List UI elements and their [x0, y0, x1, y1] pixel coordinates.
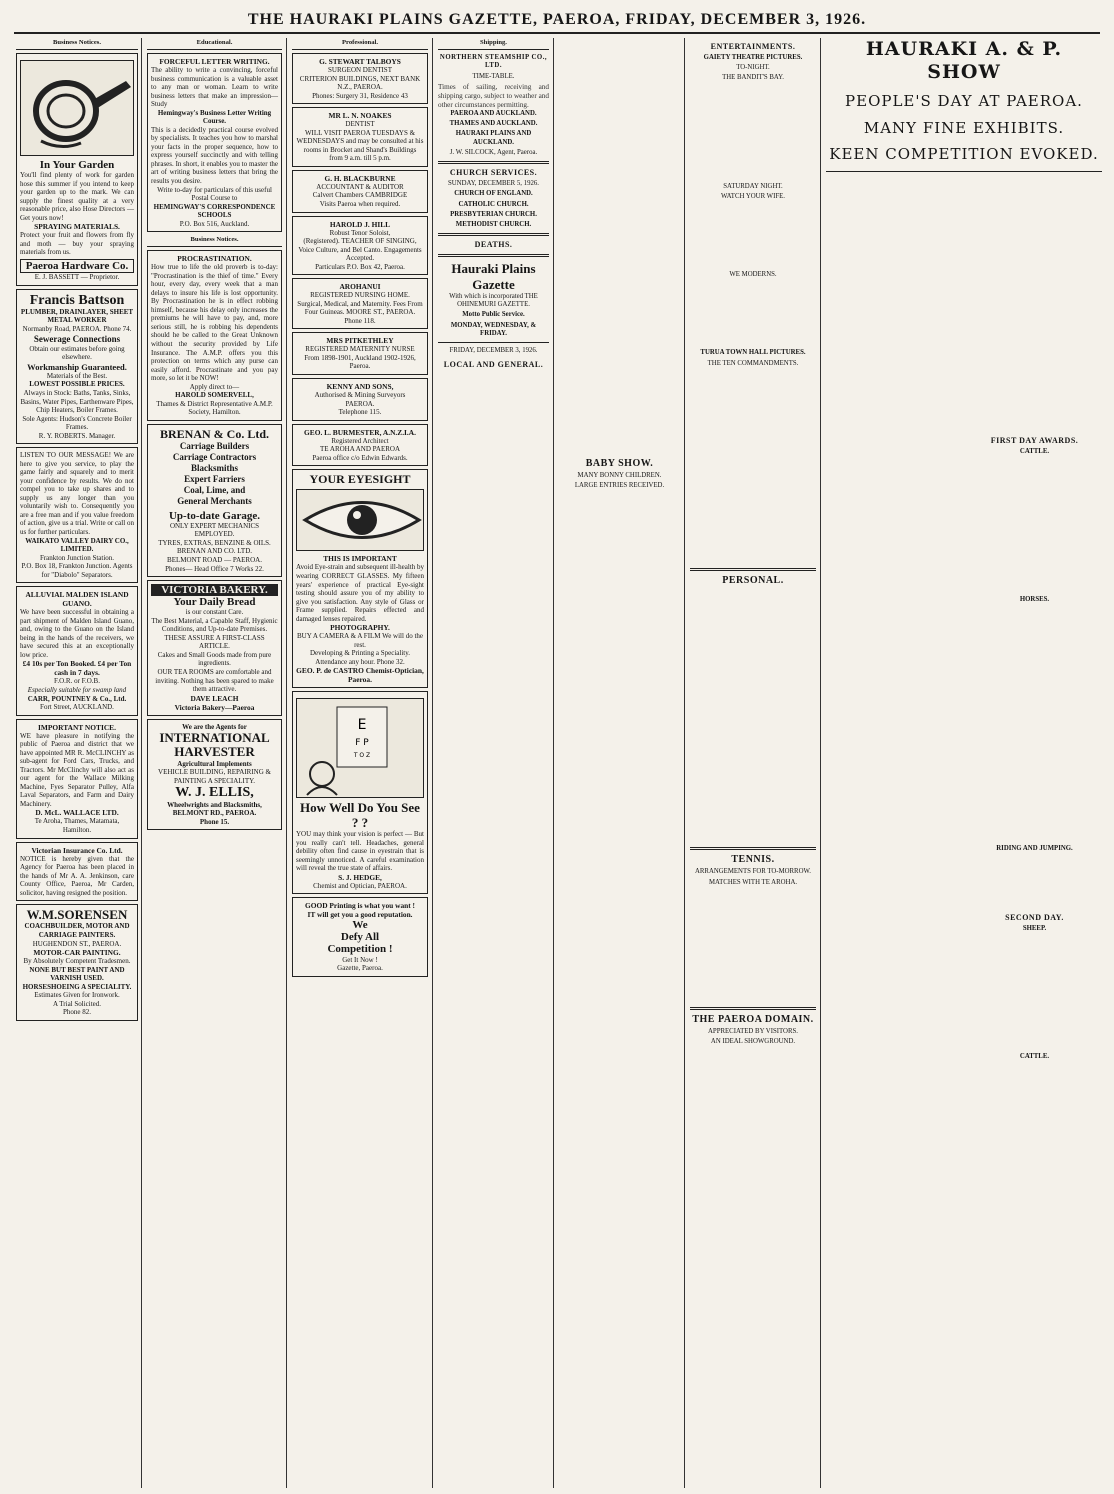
svg-text:E: E: [357, 717, 367, 734]
ad-subtitle: Hemingway's Business Letter Writing Course.: [157, 108, 272, 126]
card-name: MR L. N. NOAKES: [328, 111, 392, 121]
ad-subtitle: Up-to-date Garage.: [168, 509, 261, 522]
ad-body: P.O. Box 18, Frankton Junction. Agents for "Diabolo" Separators.: [21, 562, 133, 579]
ad-forceful-letter: [147, 53, 282, 232]
ad-address: Te Aroha, Thames, Matamata, Hamilton.: [34, 817, 120, 834]
ad-body: TYRES, EXTRAS, BENZINE & OILS.: [158, 538, 271, 547]
church-name: CHURCH OF ENGLAND.: [454, 190, 533, 198]
ad-title: FORCEFUL LETTER WRITING.: [159, 57, 270, 67]
ad-body: Chemist and Optician, PAEROA.: [313, 881, 407, 890]
column-rule: [141, 38, 142, 1488]
section-subheading: GAIETY THEATRE PICTURES.: [703, 53, 803, 61]
ad-body: R. Y. ROBERTS. Manager.: [38, 431, 116, 440]
column-rule: [432, 38, 433, 1488]
column-header: Business Notices.: [147, 235, 282, 247]
divider: [438, 161, 549, 164]
card-talboys: [292, 53, 428, 104]
column-header: Shipping.: [438, 38, 549, 50]
ad-title: W.M.SORENSEN: [26, 907, 128, 923]
ad-trade: PLUMBER, DRAINLAYER, SHEET METAL WORKER: [20, 307, 134, 325]
ad-international-harvester: [147, 719, 282, 831]
ad-address: BELMONT ROAD — PAEROA.: [167, 556, 262, 564]
ad-title: ALLUVIAL MALDEN ISLAND GUANO.: [25, 590, 129, 609]
report-column-right: [967, 176, 1102, 1063]
column-entertainments: [688, 38, 818, 1488]
ad-body: A Trial Solicited.: [52, 999, 102, 1008]
ad-body: is our constant Care.: [185, 608, 244, 617]
card-title: Registered Architect: [331, 436, 389, 445]
ad-address: HUGHENDON ST., PAEROA.: [32, 939, 122, 948]
section-heading: SECOND DAY.: [1005, 912, 1064, 922]
ad-body: The ability to write a convincing, forceful business communication is a valuable asset to any man or woman. Learn to write business letters that make an impression—Study: [151, 66, 278, 109]
ad-battson: [16, 289, 138, 445]
ad-subtitle: PHOTOGRAPHY.: [330, 623, 390, 633]
ad-firm: GEO. P. de CASTRO Chemist-Optician, Paeroa.: [296, 666, 424, 685]
ad-victoria-bakery: [147, 580, 282, 716]
card-title: DENTIST: [345, 120, 375, 129]
hose-illustration: [20, 60, 134, 156]
timetable-route: HAURAKI PLAINS AND AUCKLAND.: [455, 130, 532, 146]
ad-firm: Paeroa Hardware Co.: [20, 259, 134, 273]
ad-title: We: [352, 919, 368, 932]
ad-body: Get It Now !: [342, 955, 378, 964]
card-name: HAROLD J. HILL: [329, 219, 391, 229]
eye-icon: [297, 490, 427, 550]
card-name: GEO. L. BURMESTER, A.N.Z.I.A.: [304, 427, 416, 437]
ad-body: How true to life the old proverb is to-day: "Procrastination is the thief of time." Every hour, every day, every week that a man delays to insure his life is lost opportunity. By Procrastination he is in effect robbing himself, because his delay only increases the premiums he will have to pay, and, more serious still, he is robbing his dependents should he be called to the Great Unknown without the security provided by Life Insurance. The A.M.P. offers you this protection on terms which any purse can easily afford. Procrastinate and you pay more, so let it be NOW!: [151, 263, 278, 383]
card-title: Robust Tenor Soloist,: [329, 228, 391, 237]
ad-title: IMPORTANT NOTICE.: [38, 722, 116, 732]
ad-body: You'll find plenty of work for garden hose this summer if you intend to keep your garden up to the mark. We can supply the finest quality at a very reasonable price, also Hose Directors — Get yours now!: [20, 171, 134, 222]
card-name: G. STEWART TALBOYS: [319, 57, 401, 67]
ad-trade: COACHBUILDER, MOTOR AND CARRIAGE PAINTERS.: [24, 922, 130, 940]
section-subheading: MATCHES WITH TE AROHA.: [708, 878, 798, 886]
card-hill: [292, 216, 428, 276]
ad-subtitle: Sewerage Connections: [33, 333, 121, 344]
card-extra: Visits Paeroa when required.: [319, 199, 401, 208]
ad-title: BRENAN & Co. Ltd.: [159, 426, 269, 441]
gazette-nameplate: Hauraki Plains Gazette: [451, 261, 536, 293]
eye-chart-illustration: [296, 698, 424, 798]
card-extra: Paeroa office c/o Edwin Edwards.: [312, 453, 408, 462]
ad-brenan: [147, 424, 282, 577]
section-subheading: MANY BONNY CHILDREN.: [577, 472, 662, 480]
ad-title: Competition !: [327, 943, 393, 956]
ad-body: Sole Agents: Hudson's Concrete Boiler Frames.: [22, 414, 132, 432]
ad-body: Developing & Printing a Speciality.: [309, 649, 411, 658]
section-subheading: LARGE ENTRIES RECEIVED.: [574, 482, 665, 490]
card-body: TE AROHA AND PAEROA: [319, 445, 401, 454]
svg-text:T O Z: T O Z: [353, 752, 371, 760]
section-subheading: WE MODERNS.: [729, 271, 777, 279]
section-subheading: CATTLE.: [1019, 447, 1050, 455]
ad-firm: BRENAN AND CO. LTD.: [177, 547, 252, 556]
ad-waikato-dairy: [16, 447, 138, 583]
gazette-date: FRIDAY, DECEMBER 3, 1926.: [449, 347, 538, 355]
card-body: Calvert Chambers CAMBRIDGE: [312, 191, 408, 200]
divider: [690, 847, 816, 850]
card-title: SURGEON DENTIST: [328, 66, 392, 75]
ad-address: Fort Street, AUCKLAND.: [40, 703, 114, 712]
ad-address: Normanby Road, PAEROA. Phone 74.: [22, 325, 132, 334]
ad-sorensen: [16, 904, 138, 1021]
section-heading: ENTERTAINMENTS.: [710, 42, 796, 51]
ad-body: NOTICE is hereby given that the Agency for Paeroa has been placed in the hands of Mr A. A. Jenkinson, care County Office, Paeroa, Mr Carden, solicitor, having resigned the position.: [20, 854, 134, 897]
gazette-days: MONDAY, WEDNESDAY, & FRIDAY.: [450, 321, 537, 338]
ad-body: Especially suitable for swamp land: [27, 686, 127, 694]
card-body: WILL VISIT PAEROA TUESDAYS & WEDNESDAYS and may be consulted at his rooms in Brocket and Shand's Buildings from 9 a.m. till 5 p.m.: [296, 128, 424, 163]
section-subheading: APPRECIATED BY VISITORS.: [708, 1028, 798, 1036]
ad-title: VICTORIA BAKERY.: [151, 584, 278, 596]
ad-firm: CARR, POUNTNEY & Co., Ltd.: [27, 694, 127, 703]
garden-hose-icon: [21, 61, 138, 155]
section-heading: BABY SHOW.: [585, 458, 654, 469]
card-body: PAEROA.: [345, 399, 375, 408]
section-heading: CHURCH SERVICES.: [449, 168, 538, 178]
ad-body: Phones— Head Office 7 Works 22.: [165, 564, 264, 573]
ad-subtitle: SPRAYING MATERIALS.: [34, 222, 120, 232]
ad-body: This is a decidedly practical course evolved by specialists. It teaches you how to marshal your facts in the proper sequence, how to express yourself succinctly and with telling phrases. In short, it enables you to master the art of writing business letters that bring the results you desire.: [151, 125, 278, 185]
column-rule: [820, 38, 821, 1488]
ad-body: HORSESHOEING A SPECIALITY.: [22, 982, 132, 991]
card-name: KENNY AND SONS,: [326, 381, 394, 391]
card-title: Authorised & Mining Surveyors: [314, 391, 406, 399]
ad-title: How Well Do You See ? ?: [300, 800, 420, 830]
ad-line: Coal, Lime, and: [183, 484, 246, 495]
ad-line: Expert Farriers: [184, 473, 245, 484]
column-rule: [684, 38, 685, 1488]
timetable-agent: J. W. SILCOCK, Agent, Paeroa.: [449, 149, 538, 156]
masthead-title: THE HAURAKI PLAINS GAZETTE, PAEROA, FRIDAY, DECEMBER 3, 1926.: [247, 11, 867, 28]
ad-body: Agricultural Implements: [177, 759, 252, 768]
ad-body: Wheelwrights and Blacksmiths,: [167, 800, 262, 809]
ad-firm: HEMINGWAY'S CORRESPONDENCE SCHOOLS: [153, 202, 276, 220]
column-show-report: [824, 38, 1104, 1488]
card-title: REGISTERED MATERNITY NURSE: [305, 345, 415, 354]
divider: [690, 568, 816, 571]
ad-body: Frankton Junction Station.: [39, 553, 115, 562]
section-subheading: SATURDAY NIGHT.: [723, 182, 783, 190]
headline: HAURAKI A. & P. SHOW: [865, 38, 1063, 84]
ad-body: ONLY EXPERT MECHANICS EMPLOYED.: [169, 521, 260, 539]
divider: [438, 342, 549, 343]
ad-procrastination: [147, 250, 282, 421]
ad-body: By Absolutely Competent Tradesmen.: [23, 957, 131, 966]
timetable-route: PAEROA AND AUCKLAND.: [450, 109, 537, 117]
ad-body: Cakes and Small Goods made from pure ingredients.: [157, 650, 272, 668]
ad-body: Phone 15.: [199, 817, 230, 826]
ad-line: General Merchants: [177, 495, 252, 506]
optician-figure-icon: [297, 699, 427, 797]
ad-title: In Your Garden: [39, 159, 115, 172]
ad-subtitle: Workmanship Guaranteed.: [27, 361, 127, 372]
ad-body: THESE ASSURE A FIRST-CLASS ARTICLE.: [164, 633, 265, 651]
ad-firm: WAIKATO VALLEY DAIRY CO., LIMITED.: [25, 536, 129, 554]
ad-body: BUY A CAMERA & A FILM We will do the rest.: [296, 632, 424, 649]
divider: [826, 171, 1102, 172]
masthead: [14, 8, 1100, 34]
section-subheading: HORSES.: [1019, 596, 1050, 604]
ad-guano: [16, 586, 138, 715]
ad-firm: W. J. ELLIS,: [175, 785, 254, 801]
ad-firm: HAROLD SOMERVELL,: [175, 391, 254, 400]
section-heading: PERSONAL.: [722, 575, 784, 586]
ad-body: Attendance any hour. Phone 32.: [315, 657, 405, 666]
card-name: G. H. BLACKBURNE: [324, 173, 396, 183]
eye-illustration: [296, 489, 424, 551]
section-heading: TENNIS.: [731, 854, 775, 866]
section-subheading: TURUA TOWN HALL PICTURES.: [700, 349, 806, 357]
ad-body: Estimates Given for Ironwork.: [34, 991, 120, 1000]
section-subheading: SUNDAY, DECEMBER 5, 1926.: [447, 180, 540, 188]
church-name: PRESBYTERIAN CHURCH.: [450, 210, 537, 218]
section-subheading: CATTLE.: [1019, 1052, 1050, 1060]
ad-garden-hose: [16, 53, 138, 286]
column-news: [557, 38, 682, 1488]
card-extra: Phone 118.: [344, 316, 376, 325]
card-extra: Phones: Surgery 31, Residence 43: [312, 91, 408, 100]
section-subheading: THE TEN COMMANDMENTS.: [707, 359, 799, 367]
ad-proprietor: E. J. BASSETT — Proprietor.: [34, 273, 120, 282]
ad-body: Obtain our estimates before going elsewhere.: [29, 344, 125, 362]
section-subheading: AN IDEAL SHOWGROUND.: [710, 1038, 796, 1046]
ad-body: Materials of the Best.: [46, 371, 108, 380]
ad-firm: S. J. HEDGE,: [338, 872, 382, 882]
section-subheading: TIME-TABLE.: [472, 72, 515, 80]
timetable-route: THAMES AND AUCKLAND.: [449, 120, 538, 128]
card-burmester: [292, 424, 428, 467]
card-kenny: [292, 378, 428, 421]
ad-body: WE have pleasure in notifying the public of Paeroa and district that we have appointed MR R. McCLINCHY as sub-agent for Ford Cars, Trucks, and Tractors. Mr McClinchy will also act as our agent for the Wallace Milking Machine, Fyes Separator Pulley, Alfa Laval Separators, and Farm and Dairy Machinery.: [20, 731, 134, 808]
ad-body: LISTEN TO OUR MESSAGE! We are here to give you service, to play the game fairly and squarely and to merit your confidence by results. We do not compel you to take up shares and to supply us any longer than you voluntarily wish to. Consequently you are a free man and if you value freedom of action, give us a trial. Write or call on us for further particulars.: [20, 451, 134, 536]
card-body: (Registered). TEACHER OF SINGING, Voice Culture, and Bel Canto. Engagements Accepted.: [298, 237, 422, 263]
ad-subtitle: MOTOR-CAR PAINTING.: [33, 948, 121, 958]
section-heading: FIRST DAY AWARDS.: [990, 436, 1079, 446]
ad-firm: D. McL. WALLACE LTD.: [35, 808, 119, 818]
card-noakes: [292, 107, 428, 167]
card-arohanui: [292, 278, 428, 329]
ad-victorian-insurance: [16, 842, 138, 902]
subheadline: PEOPLE'S DAY AT PAEROA.: [845, 92, 1083, 111]
card-body: CRITERION BUILDINGS, NEXT BANK N.Z., PAEROA.: [299, 74, 421, 92]
ad-title: Victorian Insurance Co. Ltd.: [31, 845, 123, 855]
report-column-left: [826, 176, 961, 1063]
column-rule: [553, 38, 554, 1488]
ad-eyesight: [292, 469, 428, 688]
column-header: Educational.: [147, 38, 282, 50]
section-heading: THE PAEROA DOMAIN.: [692, 1013, 814, 1025]
column-business-notices: [14, 38, 140, 1488]
ad-title: Francis Battson: [29, 292, 125, 308]
column-educational: [145, 38, 284, 1488]
column-shipping: [436, 38, 551, 1488]
column-professional: [290, 38, 430, 1488]
section-subheading: THE BANDIT'S BAY.: [722, 74, 784, 82]
ad-body: We have been successful in obtaining a part shipment of Malden Island Guano, and, owing to the Guano on the Island being in the hands of the receivers, we have secured this at an exceptionally low price.: [20, 608, 134, 659]
ad-line: Blacksmiths: [190, 462, 238, 473]
svg-text:F P: F P: [355, 738, 369, 749]
church-name: METHODIST CHURCH.: [455, 221, 532, 229]
ad-body: Always in Stock: Baths, Tanks, Sinks, Basins, Water Pipes, Earthenware Pipes, Chip Heaters, Boiler Frames.: [20, 389, 134, 415]
ad-printing: [292, 897, 428, 976]
card-blackburne: [292, 170, 428, 213]
card-body: Surgical, Medical, and Maternity. Fees From Four Guineas. MOORE ST., PAEROA.: [297, 299, 423, 317]
card-title: ACCOUNTANT & AUDITOR: [316, 182, 404, 191]
ad-body: Apply direct to—: [189, 382, 240, 391]
ad-body: VEHICLE BUILDING, REPAIRING & PAINTING A SPECIALITY.: [158, 768, 271, 785]
ad-body: LOWEST POSSIBLE PRICES.: [29, 380, 125, 389]
section-subheading: TO-NIGHT.: [736, 64, 770, 72]
ad-body: Protect your fruit and flowers from fly and moth — buy your spraying materials from us.: [20, 231, 134, 257]
section-subheading: RIDING AND JUMPING.: [996, 844, 1073, 852]
section-heading: DEATHS.: [474, 240, 513, 250]
church-name: CATHOLIC CHURCH.: [458, 200, 529, 208]
ad-body: OUR TEA ROOMS are comfortable and inviting. Nothing has been spared to make them attractive.: [155, 667, 274, 694]
ad-subtitle: Your Daily Bread: [173, 596, 256, 609]
section-subheading: WATCH YOUR WIFE.: [720, 192, 785, 200]
ad-important-notice: [16, 719, 138, 839]
ad-body: Gazette, Paeroa.: [337, 964, 383, 973]
section-subheading: ARRANGEMENTS FOR TO-MORROW.: [694, 868, 811, 876]
card-title: REGISTERED NURSING HOME.: [310, 291, 410, 300]
ad-firm: Victoria Bakery—Paeroa: [174, 702, 255, 712]
ad-firm: DAVE LEACH: [190, 693, 239, 703]
ad-body: Phone 82.: [63, 1008, 91, 1017]
column-rule: [286, 38, 287, 1488]
ad-body: GOOD Printing is what you want !: [304, 901, 416, 911]
ad-address: P.O. Box 516, Auckland.: [179, 219, 250, 228]
ad-body: IT will get you a good reputation.: [307, 910, 413, 920]
ad-body: F.O.R. or F.O.B.: [54, 677, 100, 686]
divider: [690, 1007, 816, 1010]
ad-body: The Best Material, a Capable Staff, Hygienic Conditions, and Up-to-date Premises.: [151, 616, 278, 634]
ad-body: NONE BUT BEST PAINT AND VARNISH USED.: [29, 965, 125, 983]
article-text: Times of sailing, receiving and shipping cargo, subject to weather and other circumstances permitting.: [438, 82, 549, 109]
card-body: From 1898-1901, Auckland 1902-1926, Paeroa.: [304, 353, 416, 371]
ad-subtitle: THIS IS IMPORTANT: [323, 554, 397, 564]
ad-line: Carriage Contractors: [172, 451, 257, 462]
ad-title: INTERNATIONAL HARVESTER: [159, 730, 270, 760]
section-subheading: SHEEP.: [1022, 924, 1047, 932]
card-name: AROHANUI: [339, 282, 381, 292]
subheadline: KEEN COMPETITION EVOKED.: [829, 144, 1099, 163]
section-heading: NORTHERN STEAMSHIP CO., LTD.: [439, 54, 548, 70]
ad-body: Avoid Eye-strain and subsequent ill-health by wearing CORRECT GLASSES. My fifteen years' experience of practical Eye-sight testing should assure you of my ability to give you satisfaction. Any style of Glass or Frame supplied. Repairs effected and damaged lenses repaired.: [296, 563, 424, 623]
ad-body: We are the Agents for: [182, 722, 247, 731]
report-columns: [826, 176, 1102, 1063]
subheadline: MANY FINE EXHIBITS.: [863, 118, 1065, 137]
divider: [438, 233, 549, 236]
ad-line: Carriage Builders: [179, 440, 250, 451]
gazette-motto: Motto Public Service.: [462, 311, 525, 319]
ad-how-well: [292, 691, 428, 894]
column-header: Business Notices.: [16, 38, 138, 50]
ad-body: Write to-day for particulars of this useful Postal Course to: [157, 185, 272, 203]
section-heading: LOCAL AND GENERAL.: [443, 359, 544, 369]
ad-price: £4 10s per Ton Booked. £4 per Ton cash in 7 days.: [22, 659, 132, 678]
column-header: Professional.: [292, 38, 428, 50]
divider: [438, 254, 549, 257]
card-name: MRS PITKETHLEY: [326, 336, 394, 346]
ad-body: YOU may think your vision is perfect — But you really can't tell. Headaches, general debility often find cause in eyestrain that is seemingly unnoticed. A careful examination will reveal the true state of affairs.: [296, 829, 424, 873]
card-extra: Particulars P.O. Box 42, Paeroa.: [315, 262, 405, 271]
gazette-subtitle: With which is incorporated THE OHINEMURI GAZETTE.: [449, 292, 538, 309]
card-extra: Telephone 115.: [338, 408, 382, 417]
ad-title: PROCRASTINATION.: [177, 254, 252, 264]
card-pitkethley: [292, 332, 428, 375]
ad-address: BELMONT RD., PAEROA.: [172, 809, 257, 818]
ad-title: Defy All: [340, 931, 380, 944]
ad-body: Thames & District Representative A.M.P. Society, Hamilton.: [156, 399, 273, 417]
ad-title: YOUR EYESIGHT: [309, 472, 411, 487]
